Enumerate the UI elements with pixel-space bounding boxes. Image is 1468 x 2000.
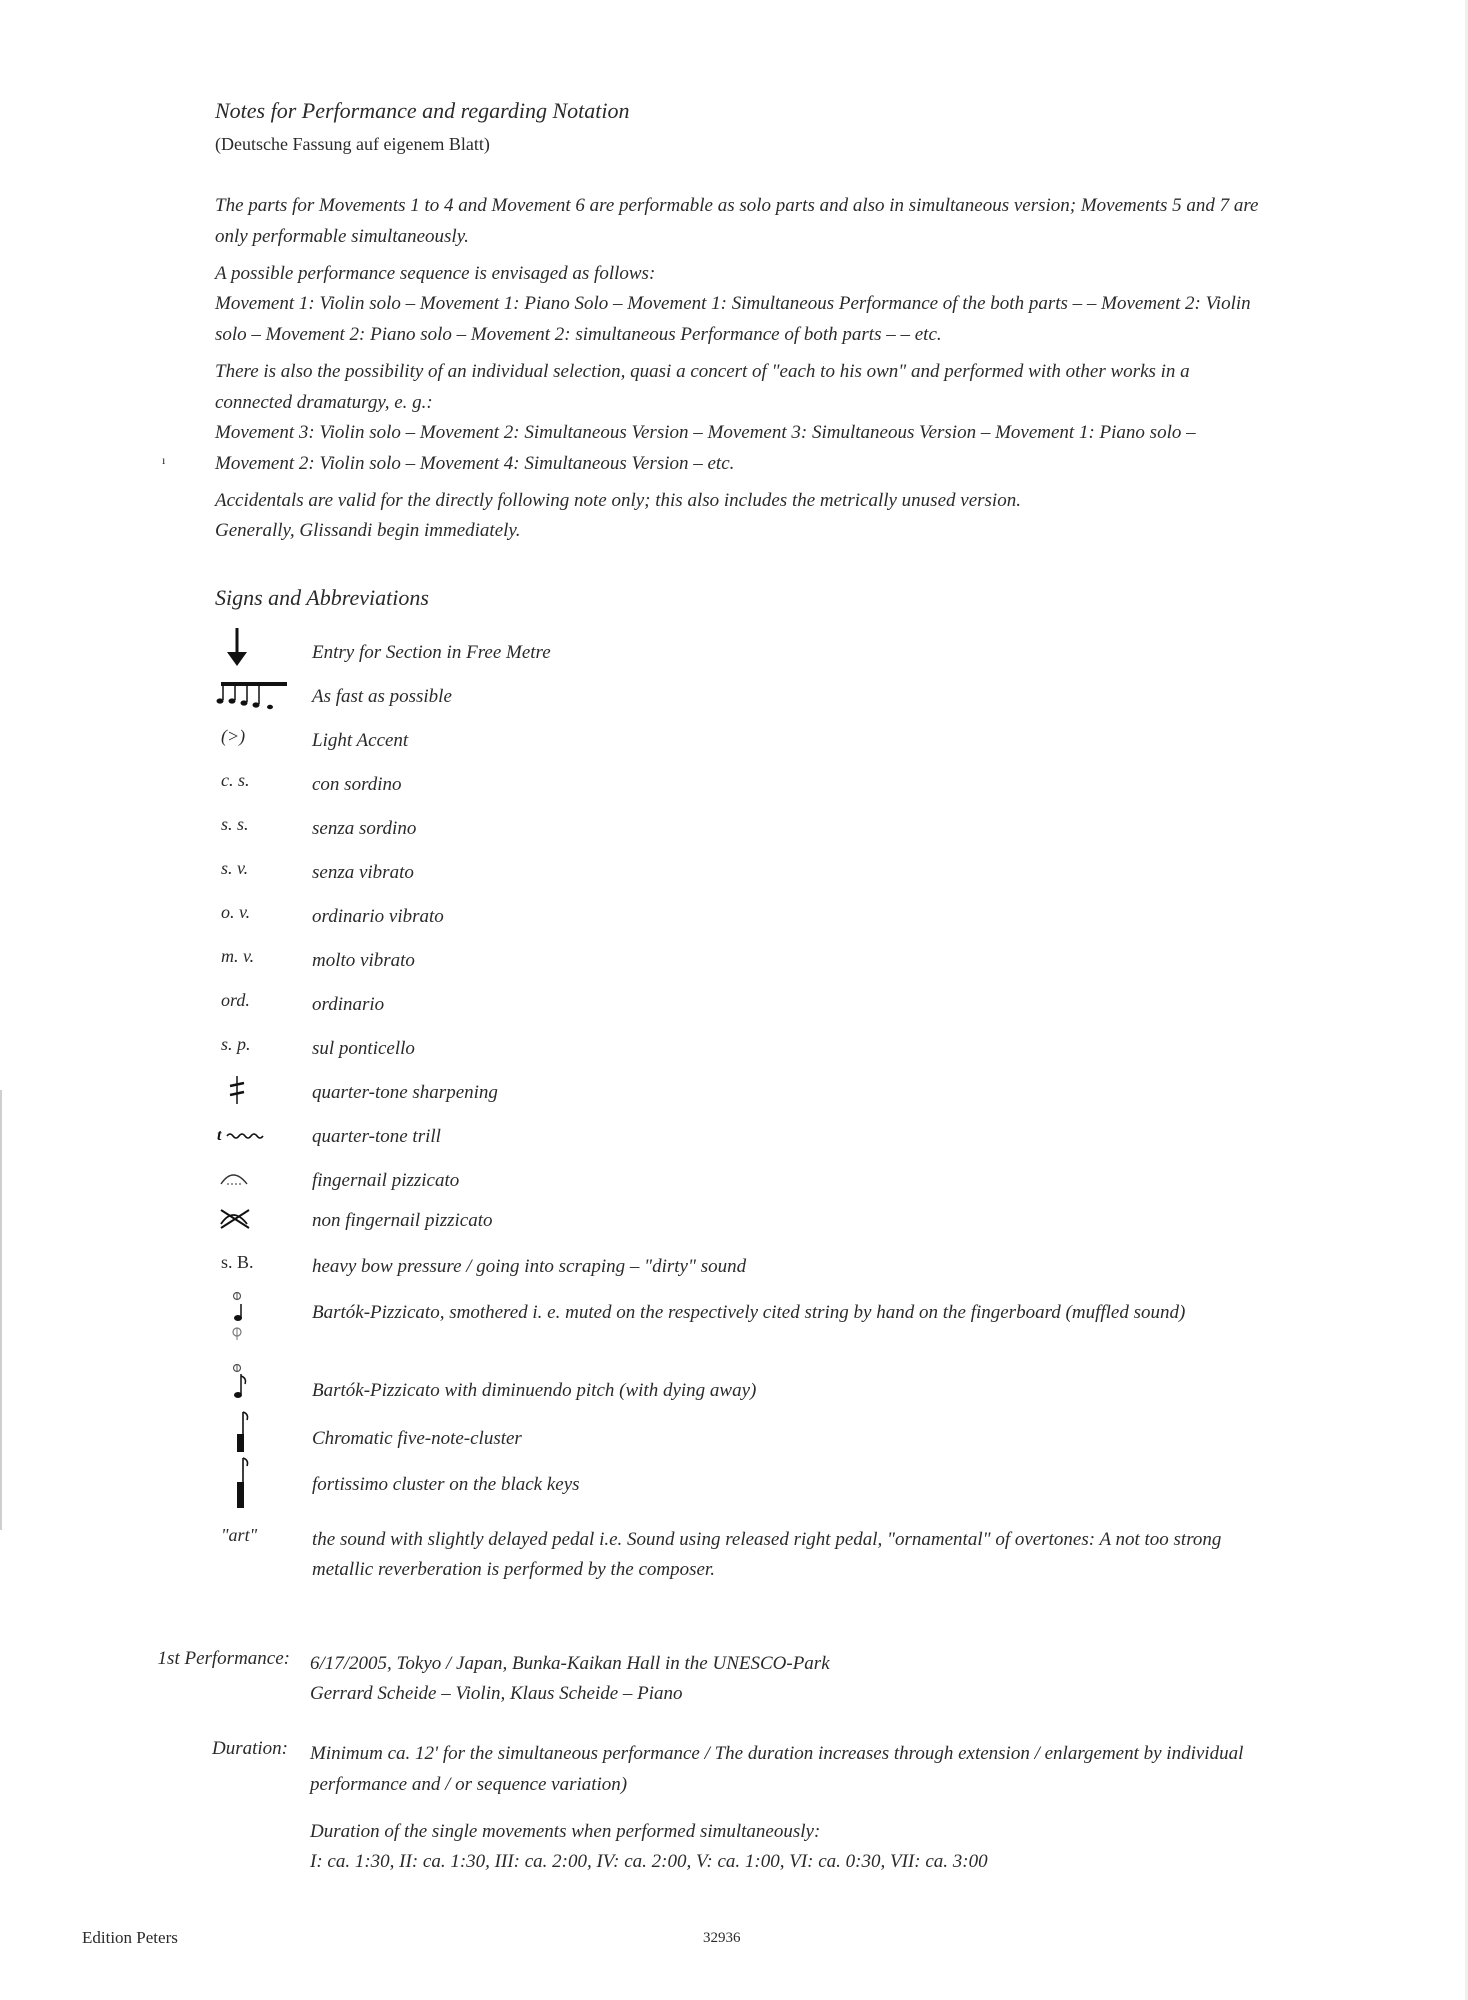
sign-symbol [215,674,295,714]
intro-paragraph-6: Accidentals are valid for the directly following note only; this also includes the metrically unused version. [215,490,1021,511]
intro-paragraph-5: Movement 3: Violin solo – Movement 2: Simultaneous Version – Movement 3: Simultaneous Version – Movement 1: Piano solo – Movement 2: Violin solo – Movement 4: Simultaneous Version – etc. [215,422,1196,474]
quarter-sharp-icon [223,1070,263,1110]
duration-line-1: Minimum ca. 12' for the simultaneous performance / The duration increases through extension / enlargement by individual performance and / or sequence variation) [310,1743,1244,1795]
sign-row [215,1070,1265,1110]
sign-symbol-text: s. p. [221,1034,251,1054]
sign-symbol [215,1070,295,1110]
sign-symbol [215,1517,295,1587]
cluster-icon [225,1410,265,1456]
arrow-down-icon [223,626,263,670]
sign-row [215,1462,1265,1512]
performance-label: 1st Performance: [157,1648,290,1669]
sign-description: quarter-tone sharpening [312,1082,498,1103]
sign-row [215,1158,1265,1198]
sign-symbol [215,1462,295,1512]
sign-symbol [215,1416,295,1456]
sign-description: fortissimo cluster on the black keys [312,1474,580,1495]
sign-row [215,1517,1265,1587]
sign-symbol [215,718,295,758]
sign-symbol [215,1244,295,1284]
black-keys-cluster-icon [225,1456,265,1512]
sign-symbol [215,1368,295,1408]
quarter-trill-icon [215,1114,285,1154]
sign-symbol-text: (>) [221,726,246,746]
sign-description: ordinario vibrato [312,906,444,927]
sign-symbol [215,850,295,890]
sign-symbol [215,1114,295,1154]
sign-symbol-text: c. s. [221,770,250,790]
sign-row [215,1198,1265,1238]
sign-description: quarter-tone trill [312,1126,441,1147]
publisher-name: Edition Peters [82,1928,178,1947]
sign-description: ordinario [312,994,385,1015]
sign-row [215,1416,1265,1456]
sign-symbol-text: "art" [221,1525,258,1545]
sign-description: heavy bow pressure / going into scraping – "dirty" sound [312,1256,747,1277]
sign-symbol [215,982,295,1022]
sign-row [215,850,1265,890]
sign-row [215,806,1265,846]
sign-description: As fast as possible [312,686,452,707]
sign-symbol-text: s. v. [221,858,249,878]
sign-symbol [215,762,295,802]
fingered-pizz-icon [215,1158,265,1198]
intro-paragraph-3: Movement 1: Violin solo – Movement 1: Piano Solo – Movement 1: Simultaneous Performance of the both parts – – Movement 2: Violin solo – Movement 2: Piano solo – Movement 2: simultaneous Performance of both parts – – etc. [215,293,1251,345]
sign-symbol [215,806,295,846]
sign-row [215,674,1265,714]
scan-edge-line [0,1090,2,1530]
sign-symbol-text: s. s. [221,814,249,834]
sign-row [215,762,1265,802]
sign-row [215,1244,1265,1284]
sign-description: non fingernail pizzicato [312,1210,493,1231]
sign-row [215,718,1265,758]
sign-row [215,1368,1265,1408]
no-fingered-pizz-icon [215,1198,265,1238]
sign-row [215,630,1265,670]
intro-paragraph-4: There is also the possibility of an individual selection, quasi a concert of "each to his own" and performed with other works in a connected dramaturgy, e. g.: [215,361,1190,413]
sign-symbol [215,1158,295,1198]
sign-symbol-text: ord. [221,990,250,1010]
page-subtitle: (Deutsche Fassung auf eigenem Blatt) [215,134,490,154]
svg-text:t: t [217,1127,222,1144]
performance-line-2: Gerrard Scheide – Violin, Klaus Scheide – Piano [310,1683,683,1704]
sign-description: senza vibrato [312,862,414,883]
sign-symbol [215,938,295,978]
sign-symbol [215,1026,295,1066]
sign-description: Chromatic five-note-cluster [312,1428,522,1449]
intro-paragraph-2: A possible performance sequence is envisaged as follows: [215,263,656,284]
sign-row [215,894,1265,934]
margin-mark: ı [162,453,166,467]
duration-label: Duration: [212,1738,288,1759]
sign-symbol [215,1198,295,1238]
fast-notes-icon [215,674,295,714]
sign-symbol-text: s. B. [221,1252,254,1272]
sign-description: the sound with slightly delayed pedal i.e. Sound using released right pedal, "ornamental" of overtones: A not too strong metallic reverberation is performed by the composer. [312,1529,1222,1580]
bartok-diminuendo-icon [225,1360,265,1404]
sign-description: senza sordino [312,818,417,839]
sign-description: Bartók-Pizzicato with diminuendo pitch (with dying away) [312,1380,757,1401]
sign-row [215,1114,1265,1154]
sign-description: Entry for Section in Free Metre [312,642,551,663]
sign-symbol-text: o. v. [221,902,251,922]
sign-description: Light Accent [312,730,409,751]
sign-symbol [215,630,295,670]
duration-line-3: I: ca. 1:30, II: ca. 1:30, III: ca. 2:00, IV: ca. 2:00, V: ca. 1:00, VI: ca. 0:30, VII: ca. 3:00 [310,1851,988,1872]
sign-description: molto vibrato [312,950,415,971]
performance-line-1: 6/17/2005, Tokyo / Japan, Bunka-Kaikan Hall in the UNESCO-Park [310,1653,830,1674]
sign-description: Bartók-Pizzicato, smothered i. e. muted on the respectively cited string by hand on the fingerboard (muffled sound) [312,1302,1186,1323]
sign-description: fingernail pizzicato [312,1170,460,1191]
page-title: Notes for Performance and regarding Notation [215,98,630,123]
sign-symbol [215,894,295,934]
sign-row [215,1026,1265,1066]
sign-row [215,982,1265,1022]
intro-paragraph-7: Generally, Glissandi begin immediately. [215,520,521,541]
sign-description: sul ponticello [312,1038,415,1059]
signs-heading: Signs and Abbreviations [215,585,429,610]
sign-row [215,938,1265,978]
intro-paragraph-1: The parts for Movements 1 to 4 and Movement 6 are performable as solo parts and also in simultaneous version; Movements 5 and 7 are only performable simultaneously. [215,195,1259,247]
duration-line-2: Duration of the single movements when performed simultaneously: [310,1821,821,1842]
sign-symbol-text: m. v. [221,946,255,966]
bartok-muffled-icon [225,1288,265,1348]
sign-symbol [215,1290,295,1350]
edition-number: 32936 [703,1930,741,1946]
sign-row [215,1290,1265,1350]
sign-description: con sordino [312,774,402,795]
